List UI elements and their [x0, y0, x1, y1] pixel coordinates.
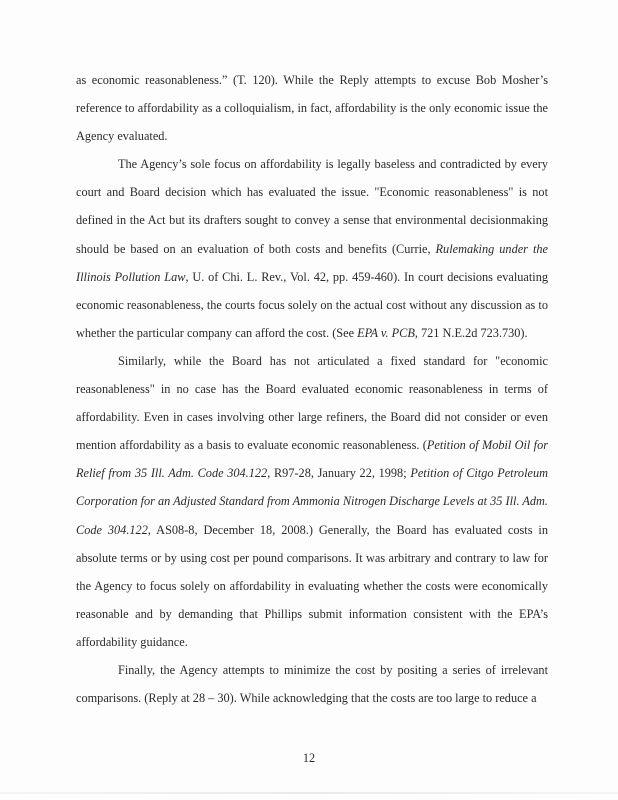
citation-text: Petition of Mobil Oil for Relief from 35 Ill. Adm. Code 304.122: [76, 438, 549, 481]
citation-text: EPA v. PCB: [357, 325, 415, 340]
citation-text: Rulemaking under the Illinois Pollution Law: [76, 241, 548, 284]
body-paragraph: [76, 347, 548, 656]
citation-text: Petition of Citgo Petroleum Corporation for an Adjusted Standard from Ammonia Nitrogen Discharge Levels at 35 Ill. Adm. Code 304.122: [76, 466, 548, 537]
paragraph-text: Finally, the Agency attempts to minimize the cost by positing a series of irrelevant comparisons. (Reply at 28 – 30). While acknowledging that the costs are too large to reduce a: [76, 662, 548, 706]
body-paragraph: [76, 656, 548, 712]
document-body: [76, 66, 548, 712]
paragraph-text: , AS08-8, December 18, 2008.) Generally, the Board has evaluated costs in absolute terms or by using cost per pound comparisons. It was arbitrary and contrary to law for the Agency to focus solely on affordability in evaluating whether the costs were economically reasonable and by demanding that Phillips submit information consistent with the EPA’s affordability guidance.: [76, 522, 548, 649]
paragraph-text: as economic reasonableness.” (T. 120). While the Reply attempts to excuse Bob Mosher’s reference to affordability as a colloquialism, in fact, affordability is the only economic issue the Agency evaluated.: [76, 73, 548, 144]
paragraph-text: , U. of Chi. L. Rev., Vol. 42, pp. 459-460). In court decisions evaluating economic reasonableness, the courts focus solely on the actual cost without any discussion as to whether the particular company can afford the cost. (See: [76, 269, 548, 340]
paragraph-text: , R97-28, January 22, 1998;: [267, 466, 411, 481]
body-paragraph: [76, 150, 548, 347]
paragraph-text: Similarly, while the Board has not articulated a fixed standard for "economic reasonableness" in no case has the Board evaluated economic reasonableness in terms of affordability. Even in cases involving other large refiners, the Board did not consider or even mention affordability as a basis to evaluate economic reasonableness. (: [76, 353, 548, 453]
paragraph-text: , 721 N.E.2d 723.730).: [414, 325, 528, 340]
body-paragraph: [76, 66, 548, 150]
paragraph-text: The Agency’s sole focus on affordability is legally baseless and contradicted by every court and Board decision which has evaluated the issue. "Economic reasonableness" is not defined in the Act but its drafters sought to convey a sense that environmental decisionmaking should be based on an evaluation of both costs and benefits (Currie,: [76, 157, 548, 256]
page-number: 12: [302, 751, 316, 765]
scan-edge-divider: [0, 792, 618, 794]
